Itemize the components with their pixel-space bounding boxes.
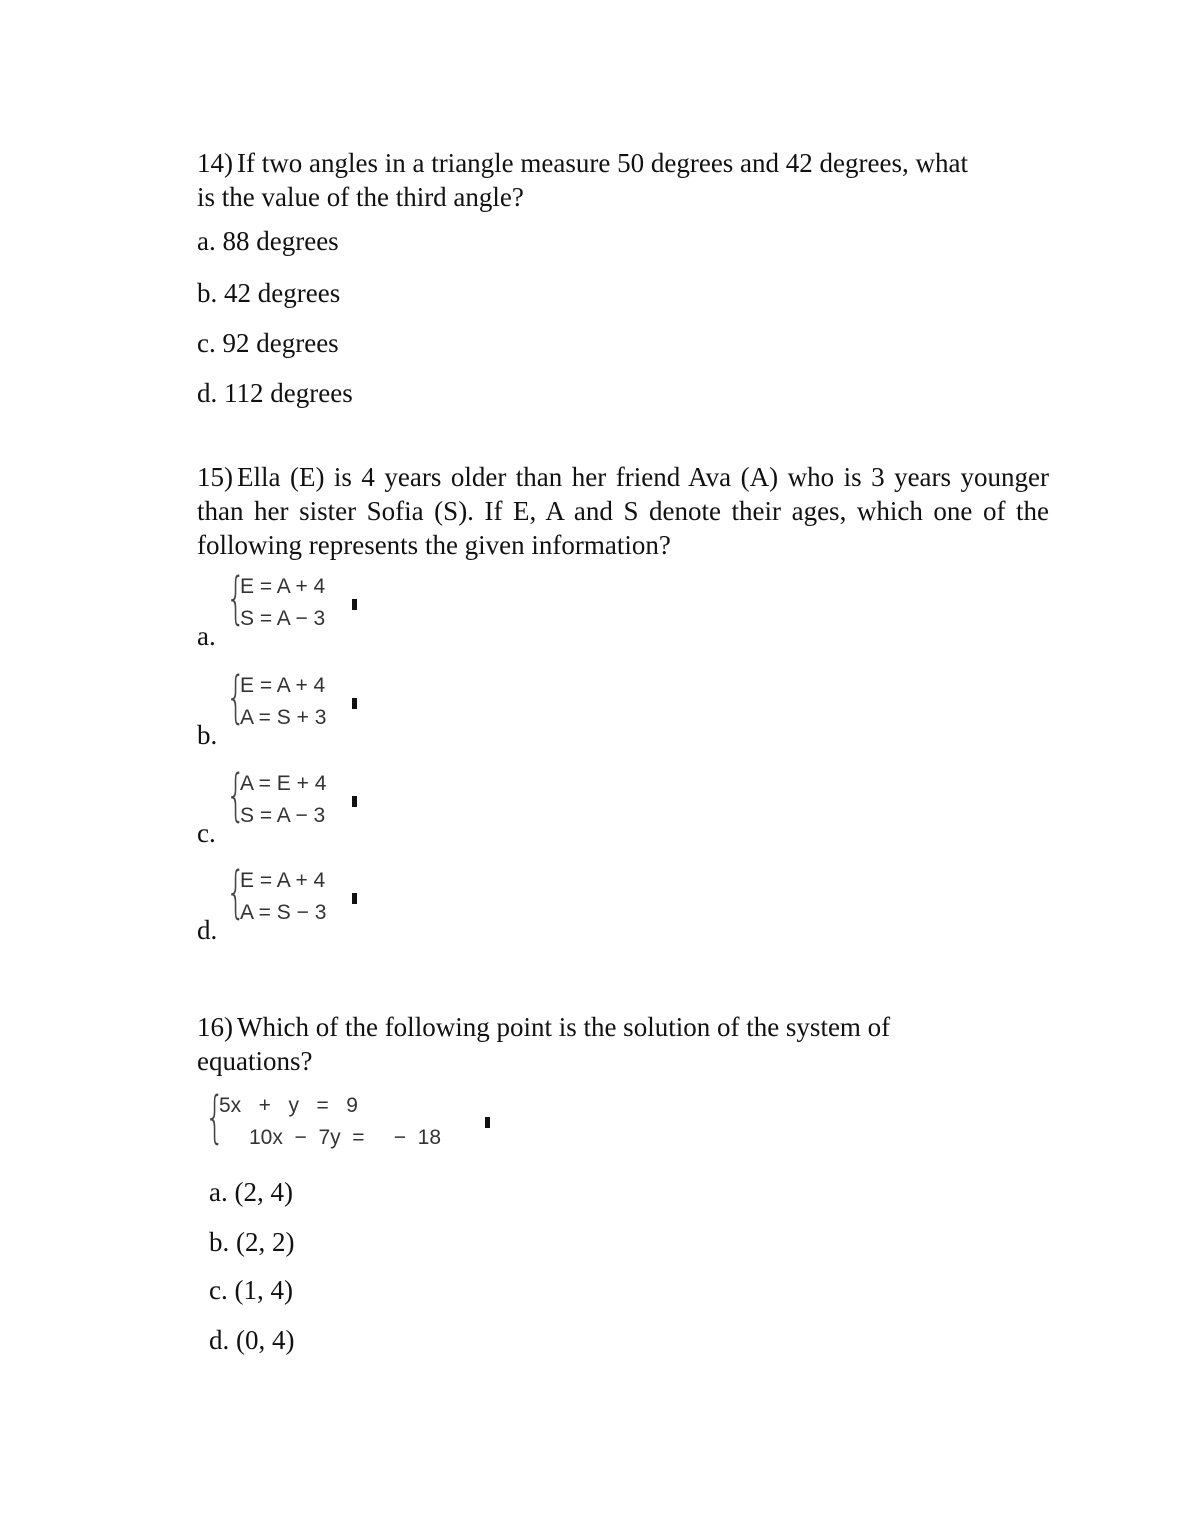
brace-icon: {: [226, 665, 246, 730]
marker: [485, 1117, 490, 1128]
q14-option-c: c. 92 degrees: [197, 328, 339, 358]
marker: [352, 599, 357, 610]
question-14-text-cont: is the value of the third angle?: [197, 182, 524, 212]
question-15-text: 15) Ella (E) is 4 years older than her friend Ava (A) who is 3 years younger than her sister Sofia (S). If E, A and S denote their ages, which one of the following represents the given information?: [197, 462, 1049, 560]
q16-option-b: b. (2, 2): [209, 1227, 295, 1257]
q15-option-b-equations: { E = A + 4 A = S + 3: [226, 670, 366, 738]
q15-option-a-label: a.: [197, 621, 216, 651]
q15-option-d-label: d.: [197, 915, 218, 945]
marker: [352, 893, 357, 904]
brace-icon: {: [205, 1085, 225, 1150]
marker: [352, 796, 357, 807]
brace-icon: {: [226, 860, 246, 925]
q15-option-a-equations: { E = A + 4 S = A − 3: [226, 571, 366, 639]
brace-icon: {: [226, 566, 246, 631]
q15-option-c-equations: { A = E + 4 S = A − 3: [226, 768, 366, 836]
equation-system-q16: { 5x + y = 9 10x − 7y = − 18: [205, 1090, 505, 1160]
question-16-text: 16) Which of the following point is the solution of the system of: [197, 1012, 891, 1042]
q15-option-c-label: c.: [197, 818, 216, 848]
question-14-text: 14) If two angles in a triangle measure 50 degrees and 42 degrees, what: [197, 148, 968, 178]
q14-option-d: d. 112 degrees: [197, 378, 353, 408]
question-16-text-cont: equations?: [197, 1046, 313, 1076]
q14-option-a: a. 88 degrees: [197, 226, 339, 256]
q15-option-b-label: b.: [197, 720, 218, 750]
q16-option-d: d. (0, 4): [209, 1325, 295, 1355]
q16-option-a: a. (2, 4): [209, 1177, 293, 1207]
q14-option-b: b. 42 degrees: [197, 278, 341, 308]
marker: [352, 698, 357, 709]
q16-option-c: c. (1, 4): [209, 1275, 293, 1305]
q15-option-d-equations: { E = A + 4 A = S − 3: [226, 865, 366, 933]
brace-icon: {: [226, 763, 246, 828]
